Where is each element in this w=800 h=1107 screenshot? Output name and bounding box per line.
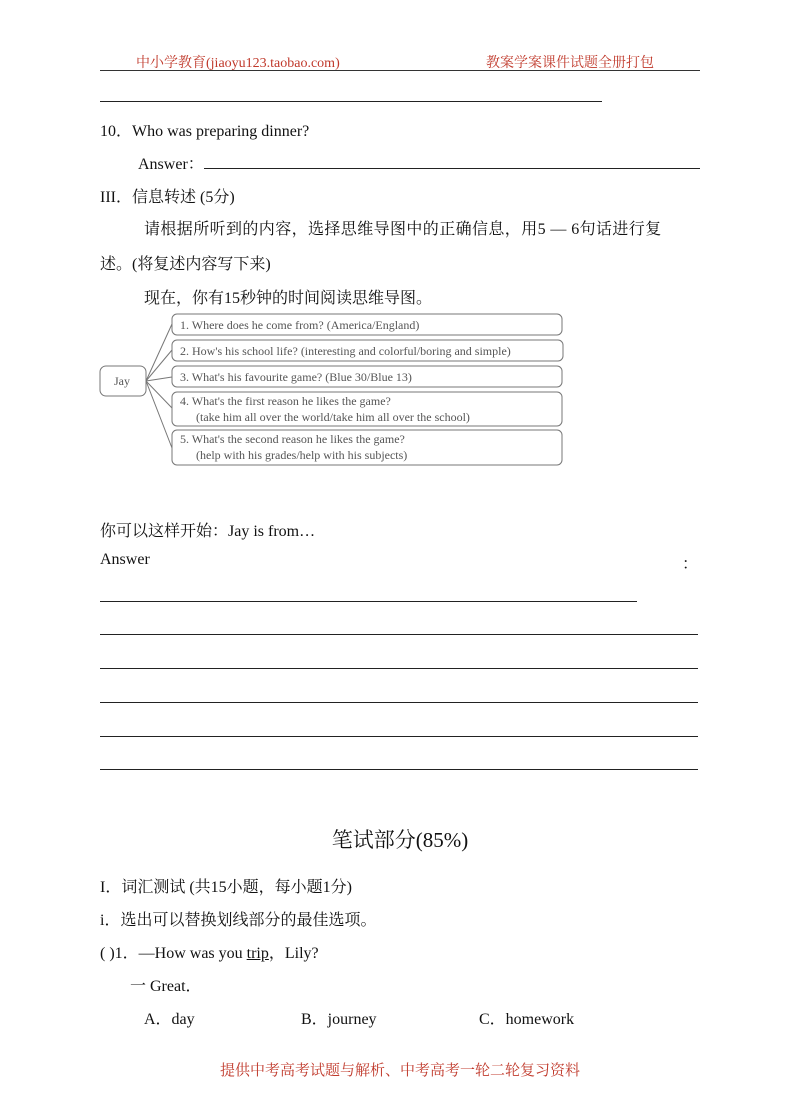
header-divider: [100, 70, 700, 71]
writing-line-5[interactable]: [100, 736, 698, 737]
mind-map-item-5-options: (help with his grades/help with his subjects): [196, 448, 408, 462]
header-right-text: 教案学案课件试题全册打包: [486, 56, 654, 71]
mind-map: [96, 308, 568, 470]
q10-answer-label: Answer：: [138, 156, 204, 173]
writing-line-1[interactable]: [100, 601, 637, 602]
question-10: 10．Who was preparing dinner?: [100, 123, 310, 140]
start-hint: 你可以这样开始：Jay is from…: [100, 523, 316, 540]
option-c[interactable]: C．homework: [479, 1011, 575, 1028]
connector-4: [146, 381, 172, 408]
section-3-instruction-1: 请根据所听到的内容，选择思维导图中的正确信息，用5 — 6句话进行复: [144, 221, 662, 238]
mind-map-item-3: 3. What's his favourite game? (Blue 30/Blue 13): [180, 370, 412, 384]
q10-answer-line[interactable]: [204, 168, 700, 169]
section-3-title: III．信息转述 (5分): [100, 189, 235, 206]
answer-line-prev: [100, 101, 602, 102]
question-1-suffix: ，Lily?: [268, 945, 319, 962]
header-left-text: 中小学教育(jiaoyu123.taobao.com): [136, 56, 340, 71]
section-3-instruction-2: 述。(将复述内容写下来): [100, 256, 271, 273]
mind-map-item-1: 1. Where does he come from? (America/England): [180, 318, 420, 332]
vocab-test-title: I．词汇测试 (共15小题，每小题1分): [100, 879, 352, 896]
mind-map-item-4-question: 4. What's the first reason he likes the game?: [180, 394, 391, 408]
connector-2: [146, 350, 172, 381]
option-a[interactable]: A．day: [144, 1011, 195, 1028]
option-b[interactable]: B．journey: [301, 1011, 377, 1028]
writing-line-4[interactable]: [100, 702, 698, 703]
question-1-reply: 一 Great．: [130, 978, 202, 995]
footer-text: 提供中考高考试题与解析、中考高考一轮二轮复习资料: [219, 1063, 580, 1079]
connector-1: [146, 324, 172, 381]
writing-line-3[interactable]: [100, 668, 698, 669]
question-1: [100, 940, 319, 963]
question-1-prefix: ( )1．—How was you: [100, 945, 247, 962]
mind-map-item-5-question: 5. What's the second reason he likes the game?: [180, 432, 405, 446]
section-3-answer-colon: ：: [682, 556, 699, 573]
connector-5: [146, 381, 172, 448]
question-1-underlined-word: trip: [246, 945, 269, 962]
mind-map-center-label: Jay: [114, 374, 130, 388]
writing-line-2[interactable]: [100, 634, 698, 635]
connector-3: [146, 377, 172, 381]
sub-instruction-i: i．选出可以替换划线部分的最佳选项。: [100, 912, 377, 929]
mind-map-item-2: 2. How's his school life? (interesting and colorful/boring and simple): [180, 344, 511, 358]
mind-map-item-4-options: (take him all over the world/take him all over the school): [196, 410, 470, 424]
section-3-answer-label: Answer: [100, 551, 150, 568]
section-3-reading-time: 现在，你有15秒钟的时间阅读思维导图。: [144, 290, 433, 307]
written-section-title: 笔试部分(85%): [331, 828, 469, 852]
writing-line-6[interactable]: [100, 769, 698, 770]
